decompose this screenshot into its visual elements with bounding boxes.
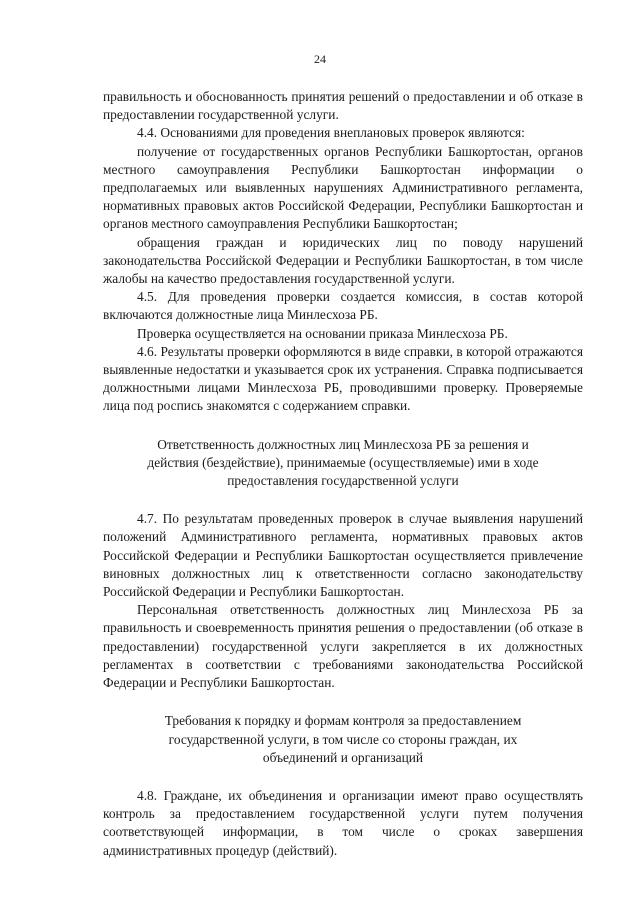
document-body	[103, 88, 583, 860]
paragraph-inspection-order: Проверка осуществляется на основании приказа Минлесхоза РБ.	[137, 325, 508, 341]
paragraph-4-5: 4.5. Для проведения проверки создается комиссия, в состав которой включаются должностные лица Минлесхоза РБ.	[103, 289, 583, 323]
paragraph-personal-responsibility: Персональная ответственность должностных лиц Минлесхоза РБ за правильность и своевременность принятия решения о предоставлении (об отказе в предоставлении) государственной услуги закрепляется в их должностных регламентах в соответствии с требованиями законодательства Российской Федерации и Республики Башкортостан.	[103, 602, 583, 691]
page-number: 24	[314, 52, 326, 66]
paragraph-continuation: правильность и обоснованность принятия решений о предоставлении и об отказе в предоставлении государственной услуги.	[103, 89, 583, 123]
paragraph-4-4: 4.4. Основаниями для проведения внеплановых проверок являются:	[137, 125, 525, 141]
section-heading-control-requirements: Требования к порядку и формам контроля за предоставлением государственной услуги, в том числе со стороны граждан, их объединений и организаций	[164, 713, 522, 765]
paragraph-appeals: обращения граждан и юридических лиц по поводу нарушений законодательства Российской Федерации и Республики Башкортостан, в том числе жалобы на качество предоставления государственной услуги.	[103, 234, 583, 287]
paragraph-4-8: 4.8. Граждане, их объединения и организации имеют право осуществлять контроль за предоставлением государственной услуги путем получения соответствующей информации, в том числе о сроках завершения административных процедур (действий).	[103, 787, 583, 858]
paragraph-4-6: 4.6. Результаты проверки оформляются в виде справки, в которой отражаются выявленные недостатки и указывается срок их устранения. Справка подписывается должностными лицами Минлесхоза РБ, проводившими проверку. Проверяемые лица под роспись знакомятся с содержанием справки.	[103, 343, 583, 414]
paragraph-receipt-of-info: получение от государственных органов Республики Башкортостан, органов местного самоуправления Республики Башкортостан информации о предполагаемых или выявленных нарушениях Административного регламента, нормативных правовых актов Российской Федерации, Республики Башкортостан и органов местного самоуправления Республики Башкортостан;	[103, 143, 583, 232]
section-heading-responsibility: Ответственность должностных лиц Минлесхоза РБ за решения и действия (бездействие), принимаемые (осуществляемые) ими в ходе предоставления государственной услуги	[147, 436, 539, 489]
paragraph-4-7: 4.7. По результатам проведенных проверок в случае выявления нарушений положений Административного регламента, нормативных правовых актов Российской Федерации и Республики Башкортостан осуществляется привлечение виновных должностных лиц к ответственности согласно законодательству Российской Федерации и Республики Башкортостан.	[103, 511, 583, 600]
